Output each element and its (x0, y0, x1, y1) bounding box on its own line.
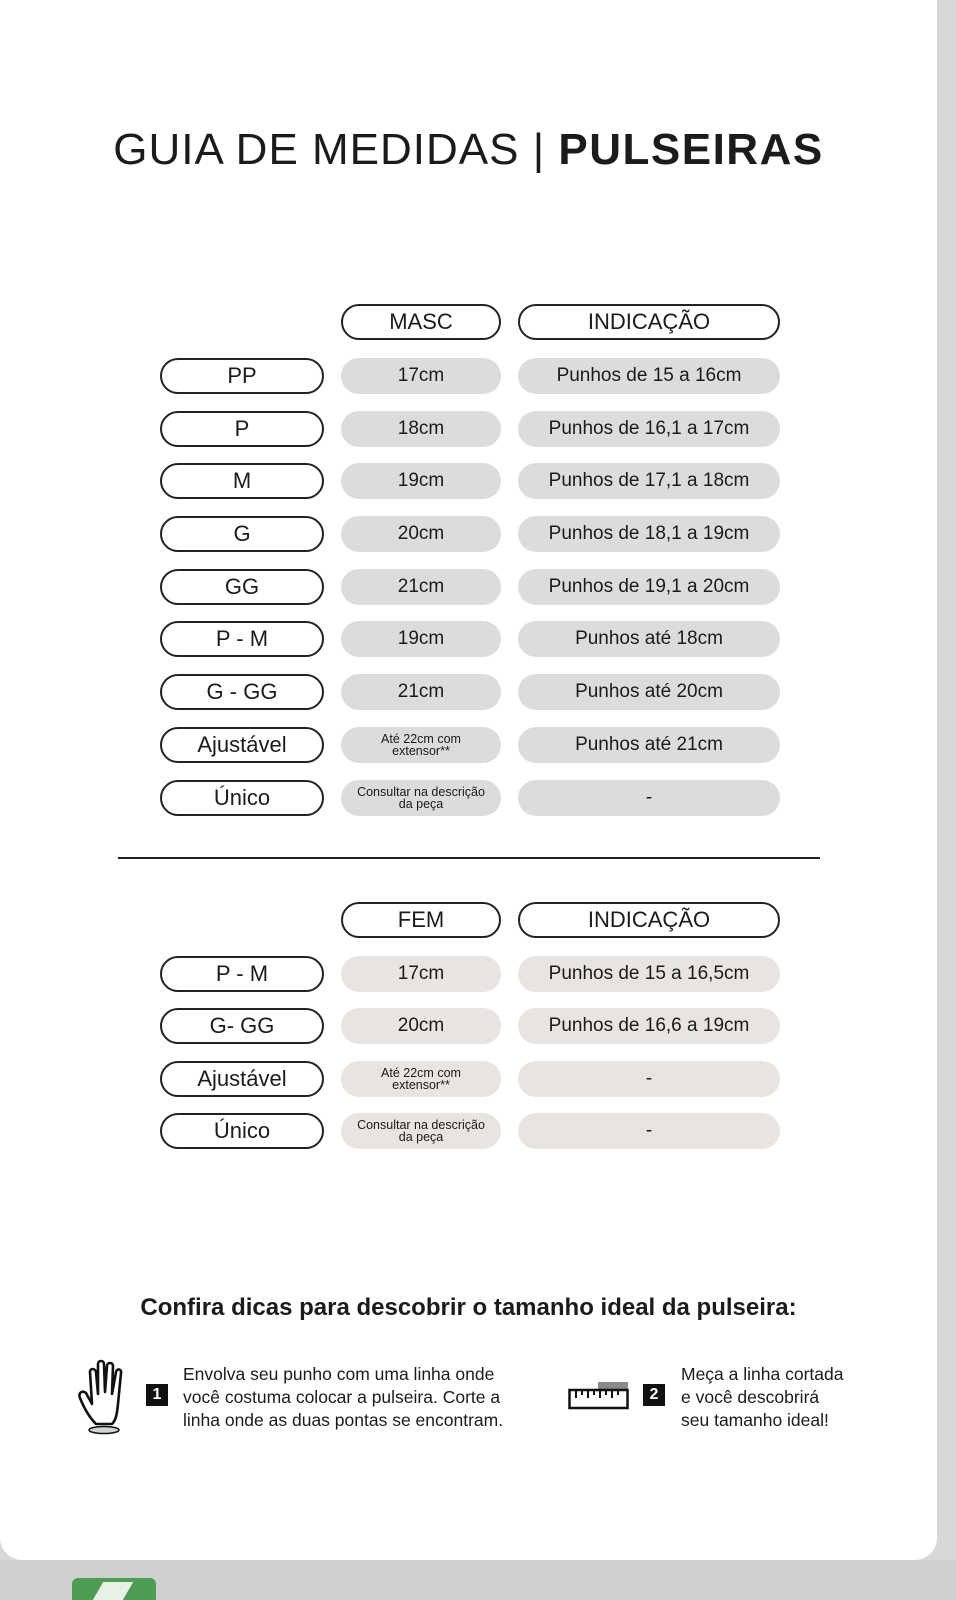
ruler-icon (568, 1381, 630, 1411)
masc-size-cell: P - M (160, 621, 324, 657)
fem-indication-cell: Punhos de 16,6 a 19cm (518, 1008, 780, 1044)
masc-indication-cell: Punhos de 16,1 a 17cm (518, 411, 780, 447)
fem-indication-cell: Punhos de 15 a 16,5cm (518, 956, 780, 992)
fem-length-cell: 17cm (341, 956, 501, 992)
masc-length-cell: 19cm (341, 463, 501, 499)
step-1-line: linha onde as duas pontas se encontram. (183, 1410, 504, 1430)
step-2-line: e você descobrirá (681, 1387, 820, 1407)
fem-length-cell: 20cm (341, 1008, 501, 1044)
tips-title: Confira dicas para descobrir o tamanho ideal da pulseira: (140, 1294, 797, 1321)
masc-indication-cell: Punhos de 15 a 16cm (518, 358, 780, 394)
page-title (0, 125, 937, 175)
masc-length-cell: 20cm (341, 516, 501, 552)
section-divider (118, 857, 820, 859)
masc-length-cell: 21cm (341, 569, 501, 605)
masc-indication-cell: Punhos até 18cm (518, 621, 780, 657)
masc-size-cell: M (160, 463, 324, 499)
masc-header: MASC (341, 304, 501, 340)
masc-length-cell: Até 22cm com extensor** (341, 727, 501, 763)
hand-icon (76, 1358, 134, 1438)
step-2-text (681, 1363, 843, 1432)
step-1-text (183, 1363, 503, 1432)
fem-header: FEM (341, 902, 501, 938)
masc-size-cell: Ajustável (160, 727, 324, 763)
step-2-line: seu tamanho ideal! (681, 1410, 829, 1430)
masc-indication-cell: Punhos até 21cm (518, 727, 780, 763)
fem-size-cell: Ajustável (160, 1061, 324, 1097)
masc-length-cell: 19cm (341, 621, 501, 657)
masc-length-cell: 17cm (341, 358, 501, 394)
background-object (72, 1578, 156, 1600)
step-2-badge: 2 (643, 1384, 665, 1406)
fem-indication-cell: - (518, 1061, 780, 1097)
masc-size-cell: Único (160, 780, 324, 816)
masc-indication-cell: Punhos de 17,1 a 18cm (518, 463, 780, 499)
masc-indication-header: INDICAÇÃO (518, 304, 780, 340)
title-bold: PULSEIRAS (558, 125, 824, 174)
masc-length-cell: 21cm (341, 674, 501, 710)
step-1-line: Envolva seu punho com uma linha onde (183, 1364, 495, 1384)
title-light: GUIA DE MEDIDAS | (113, 125, 559, 174)
fem-length-cell: Consultar na descrição da peça (341, 1113, 501, 1149)
masc-length-cell: Consultar na descrição da peça (341, 780, 501, 816)
masc-size-cell: P (160, 411, 324, 447)
masc-indication-cell: Punhos de 19,1 a 20cm (518, 569, 780, 605)
masc-indication-cell: Punhos até 20cm (518, 674, 780, 710)
masc-size-cell: PP (160, 358, 324, 394)
fem-size-cell: G- GG (160, 1008, 324, 1044)
masc-length-cell: 18cm (341, 411, 501, 447)
fem-indication-header: INDICAÇÃO (518, 902, 780, 938)
step-1-badge: 1 (146, 1384, 168, 1406)
masc-size-cell: GG (160, 569, 324, 605)
fem-size-cell: Único (160, 1113, 324, 1149)
step-2-line: Meça a linha cortada (681, 1364, 844, 1384)
step-1-line: você costuma colocar a pulseira. Corte a (183, 1387, 501, 1407)
masc-size-cell: G - GG (160, 674, 324, 710)
masc-indication-cell: - (518, 780, 780, 816)
fem-size-cell: P - M (160, 956, 324, 992)
fem-indication-cell: - (518, 1113, 780, 1149)
masc-size-cell: G (160, 516, 324, 552)
fem-length-cell: Até 22cm com extensor** (341, 1061, 501, 1097)
masc-indication-cell: Punhos de 18,1 a 19cm (518, 516, 780, 552)
